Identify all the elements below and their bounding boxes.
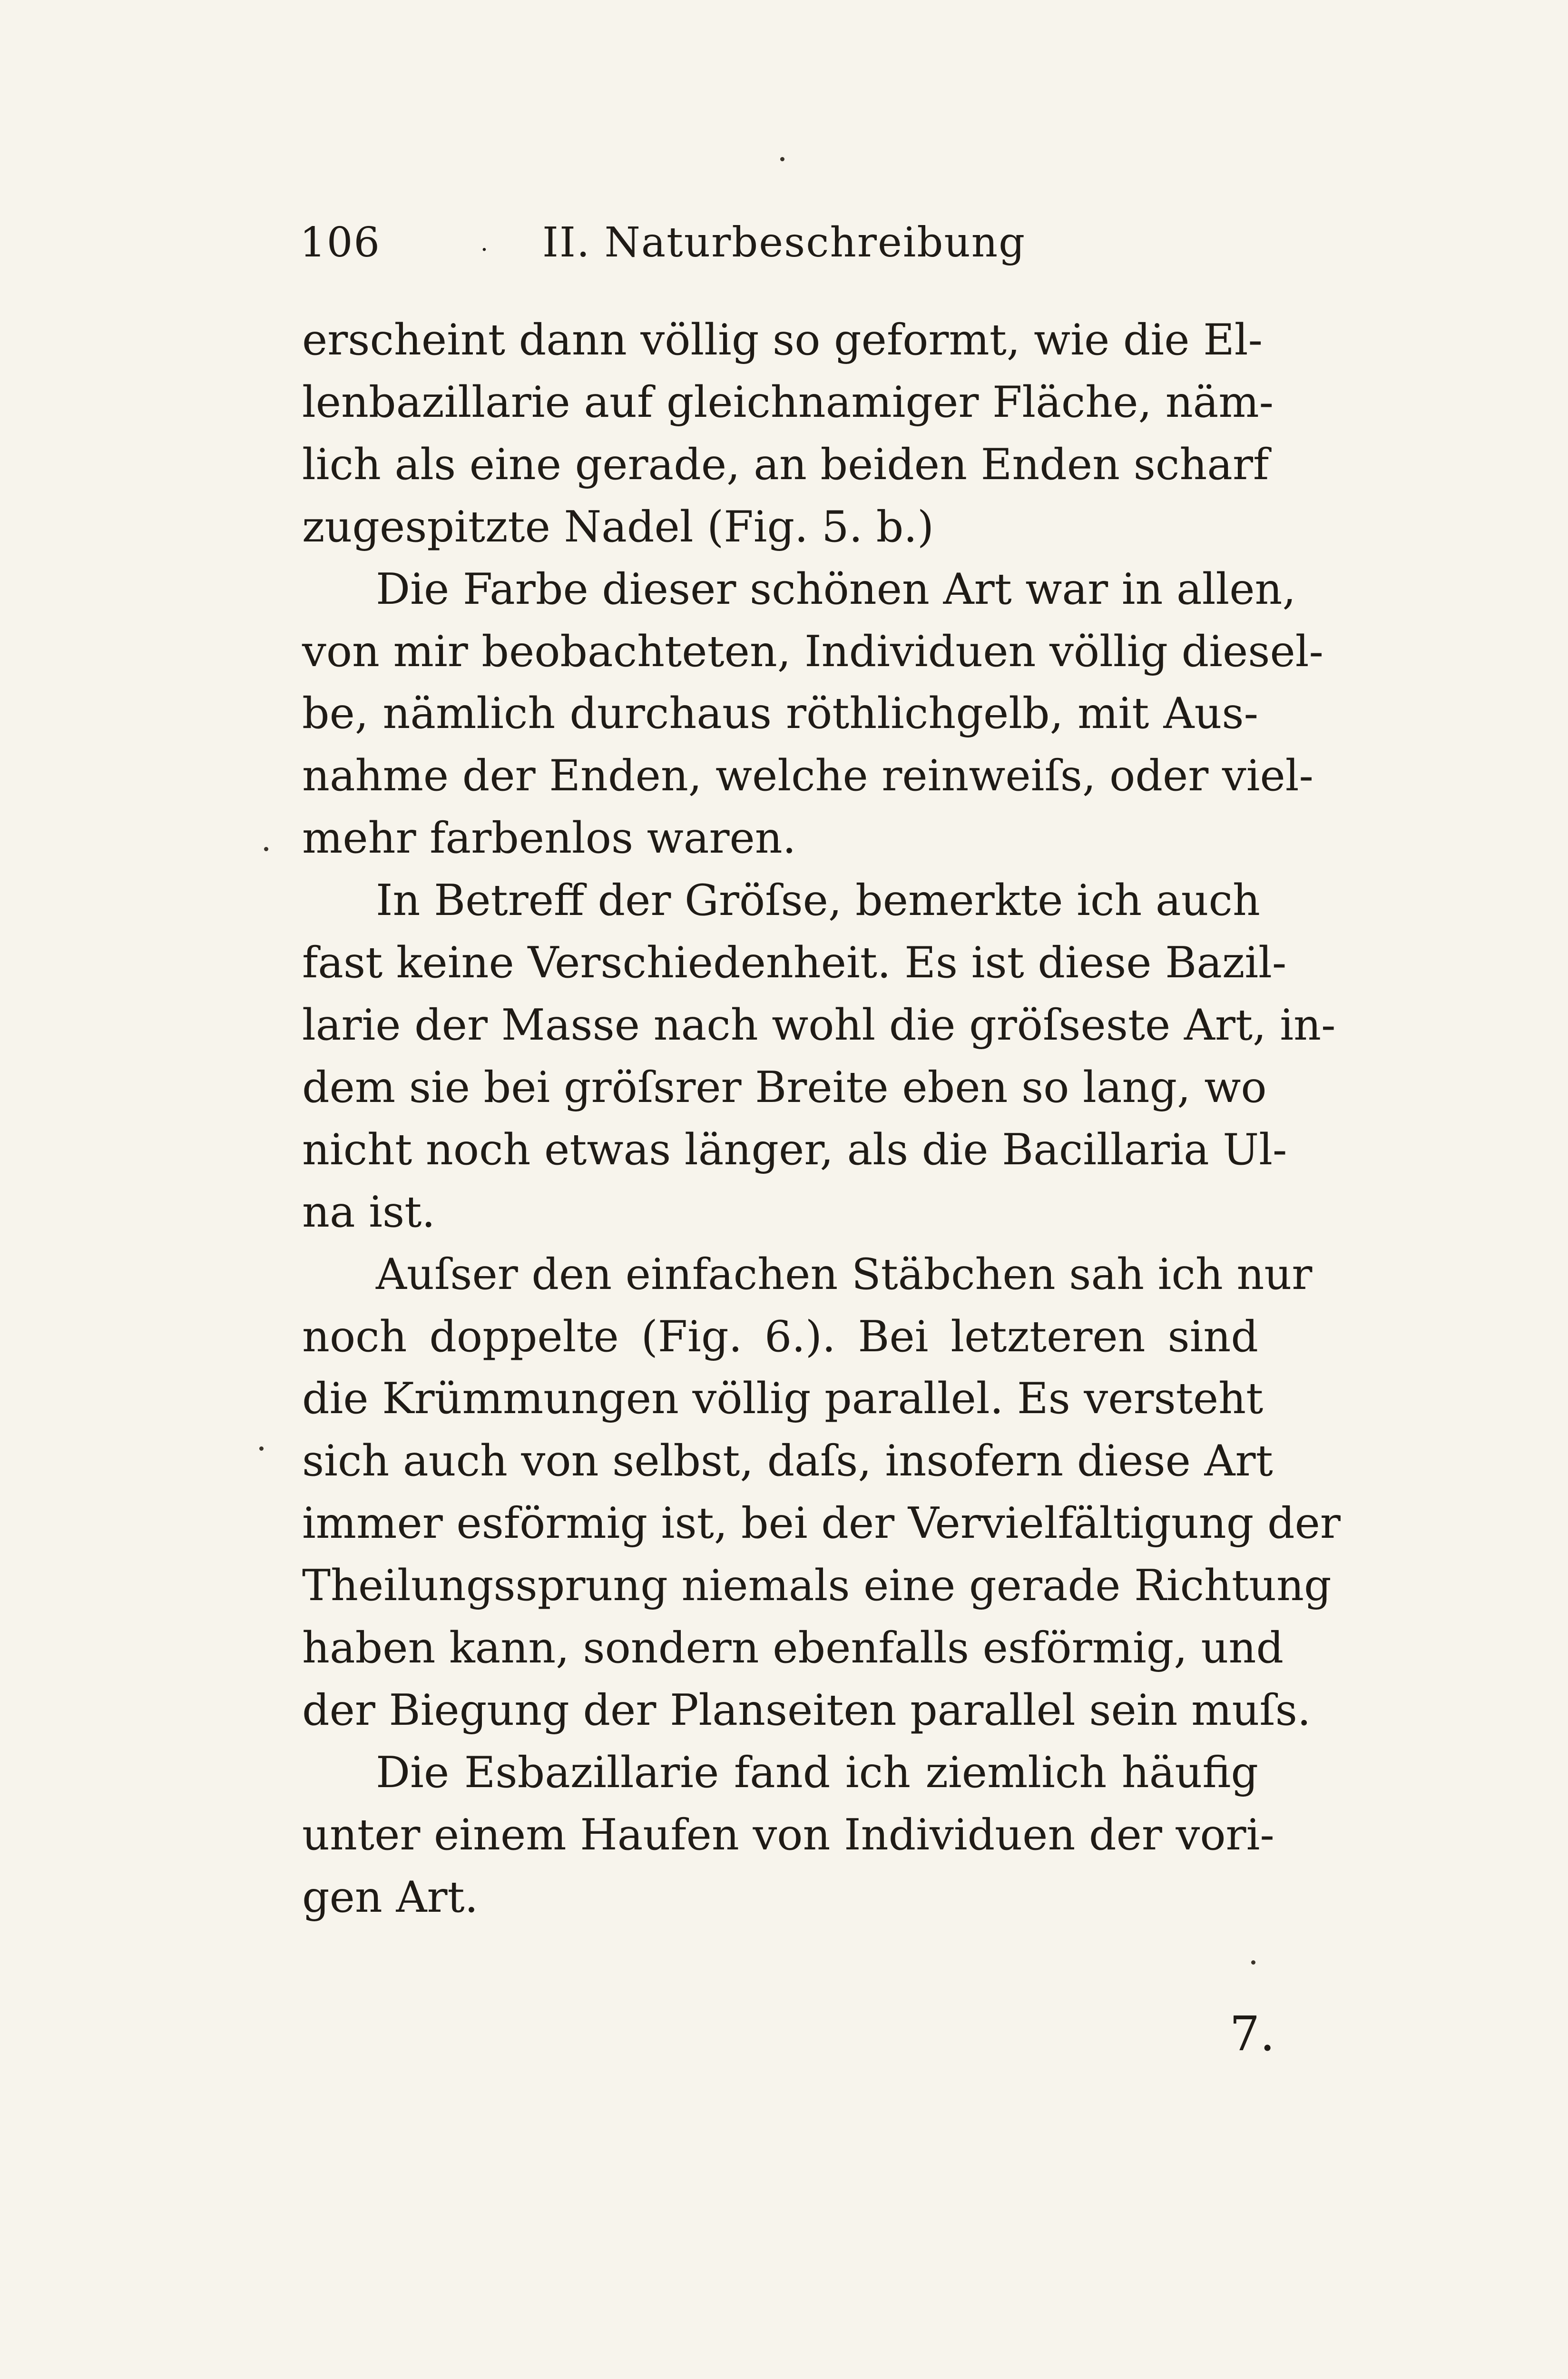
text-line: be, nämlich durchaus röthlichgelb, mit Aus- [302, 688, 1258, 739]
text-line: noch doppelte (Fig. 6.). Bei letzteren sind [302, 1311, 1258, 1362]
text-line: nahme der Enden, welche reinweiſs, oder viel- [302, 751, 1313, 801]
text-line: Die Esbazillarie fand ich ziemlich häufig [376, 1747, 1258, 1798]
text-line: der Biegung der Planseiten parallel sein muſs. [302, 1685, 1311, 1735]
text-line: sich auch von selbst, daſs, insofern diese Art [302, 1436, 1273, 1486]
text-line: larie der Masse nach wohl die gröſseste Art, in- [302, 1000, 1336, 1050]
running-head-title: II. Naturbeschreibung [542, 219, 1026, 266]
paper-speck [259, 1446, 264, 1451]
text-line: unter einem Haufen von Individuen der vori- [302, 1809, 1274, 1860]
page-body-text [302, 309, 1341, 1975]
text-line: immer esförmig ist, bei der Vervielfältigung der [302, 1498, 1341, 1549]
text-line: gen Art. [302, 1872, 479, 1922]
text-line: dem sie bei gröſsrer Breite eben so lang, wo [302, 1062, 1267, 1112]
text-line: In Betreff der Gröſse, bemerkte ich auch [376, 875, 1260, 926]
page-number: 106 [300, 219, 381, 266]
paper-speck [1251, 1960, 1255, 1965]
text-line: fast keine Verschiedenheit. Es ist diese Bazil- [302, 938, 1287, 988]
text-line: zugespitzte Nadel (Fig. 5. b.) [302, 501, 934, 552]
text-line: Theilungssprung niemals eine gerade Richtung [302, 1561, 1332, 1611]
paper-speck [780, 157, 784, 161]
header-separator-dot: . [480, 229, 489, 256]
text-line: lenbazillarie auf gleichnamiger Fläche, näm- [302, 377, 1274, 427]
text-line: na ist. [302, 1187, 435, 1237]
text-line: haben kann, sondern ebenfalls esförmig, und [302, 1623, 1284, 1673]
text-line: die Krümmungen völlig parallel. Es versteht [302, 1374, 1264, 1424]
text-line: Auſser den einfachen Stäbchen sah ich nur [376, 1249, 1313, 1299]
text-line: Die Farbe dieser schönen Art war in allen, [376, 564, 1296, 614]
catchword: 7. [1229, 2006, 1275, 2062]
page-header [300, 209, 1265, 276]
text-line: nicht noch etwas länger, als die Bacillaria Ul- [302, 1124, 1287, 1175]
text-line: lich als eine gerade, an beiden Enden scharf [302, 439, 1269, 490]
text-line: erscheint dann völlig so geformt, wie die El- [302, 315, 1263, 365]
paper-speck [264, 847, 268, 851]
text-line: von mir beobachteten, Individuen völlig diesel- [302, 626, 1323, 677]
text-line: mehr farbenlos waren. [302, 813, 796, 864]
